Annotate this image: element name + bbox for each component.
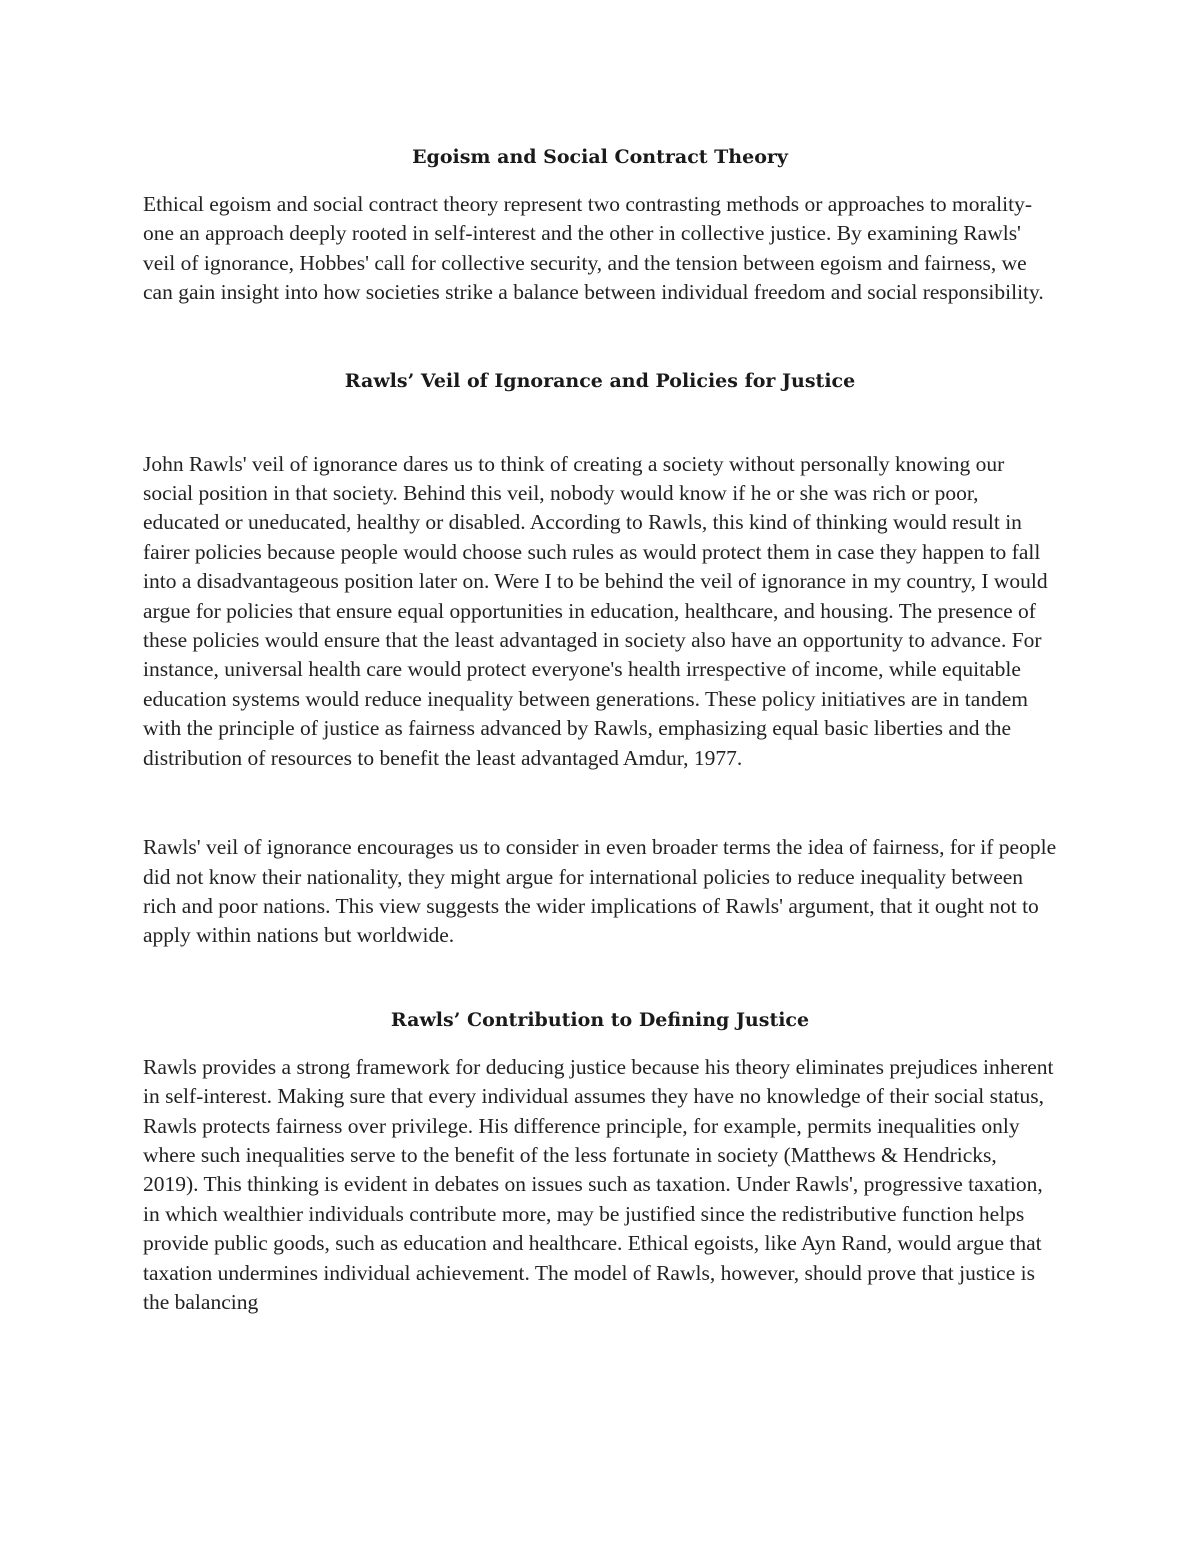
veil-paragraph-1: John Rawls' veil of ignorance dares us to think of creating a society without personally knowing our social position in that society. Behind this veil, nobody would know if he or she was rich or poor, educated or uneducated, healthy or disabled. According to Rawls, this kind of thinking would result in fairer policies because people would choose such rules as would protect them in case they happen to fall into a disadvantageous position later on. Were I to be behind the veil of ignorance in my country, I would argue for policies that ensure equal opportunities in education, healthcare, and housing. The presence of these policies would ensure that the least advantaged in society also have an opportunity to advance. For instance, universal health care would protect everyone's health irrespective of income, while equitable education systems would reduce inequality between generations. These policy initiatives are in tandem with the principle of justice as fairness advanced by Rawls, emphasizing equal basic liberties and the distribution of resources to benefit the least advantaged Amdur, 1977. [143, 451, 1048, 770]
veil-paragraph-2: Rawls' veil of ignorance encourages us to consider in even broader terms the idea of fairness, for if people did not know their nationality, they might argue for international policies to reduce inequality between rich and poor nations. This view suggests the wider implications of Rawls' argument, that it ought not to apply within nations but worldwide. [143, 835, 1057, 948]
intro-paragraph: Ethical egoism and social contract theory represent two contrasting methods or approaches to morality-one an approach deeply rooted in self-interest and the other in collective justice. By examining Rawls' veil of ignorance, Hobbes' call for collective security, and the tension between egoism and fairness, we can gain insight into how societies strike a balance between individual freedom and social responsibility. [143, 192, 1044, 305]
document-title: Egoism and Social Contract Theory [412, 146, 788, 168]
justice-paragraph-1: Rawls provides a strong framework for deducing justice because his theory eliminates prejudices inherent in self-interest. Making sure that every individual assumes they have no knowledge of their social status, Rawls protects fairness over privilege. His difference principle, for example, permits inequalities only where such inequalities serve to the benefit of the less fortunate in society (Matthews & Hendricks, 2019). This thinking is evident in debates on issues such as taxation. Under Rawls', progressive taxation, in which wealthier individuals contribute more, may be justified since the redistributive function helps provide public goods, such as education and healthcare. Ethical egoists, like Ayn Rand, would argue that taxation undermines individual achievement. The model of Rawls, however, should prove that justice is the balancing [143, 1054, 1054, 1314]
document-body [143, 140, 1057, 1317]
section-heading-defining-justice: Rawls’ Contribution to Defining Justice [390, 1008, 810, 1031]
section-heading-veil-of-ignorance: Rawls’ Veil of Ignorance and Policies for Justice [344, 369, 856, 392]
